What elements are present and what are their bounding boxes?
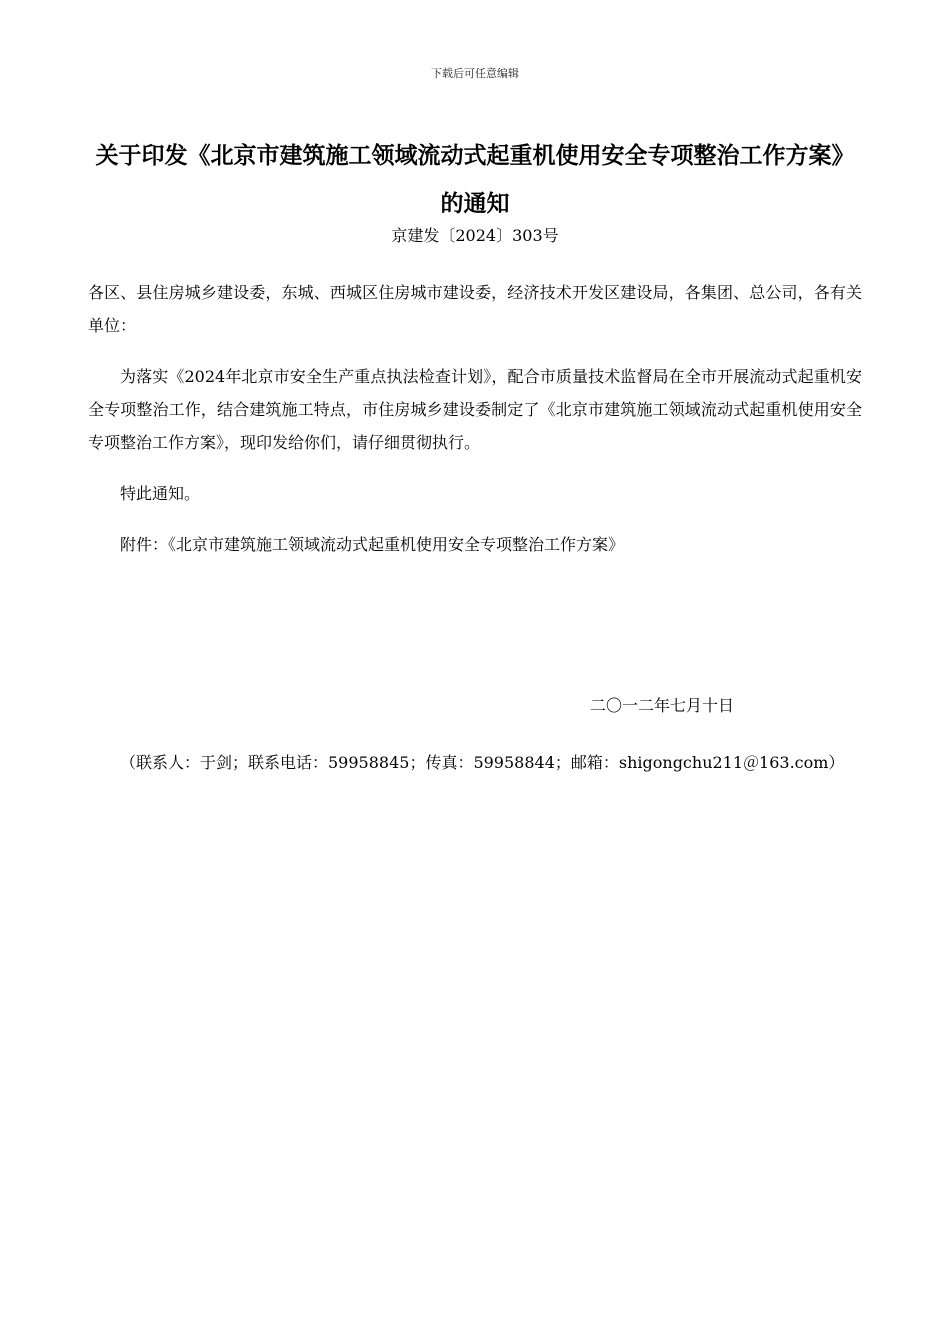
issue-date: 二〇一二年七月十日 bbox=[590, 696, 735, 715]
document-body bbox=[88, 276, 862, 561]
document-title: 关于印发《北京市建筑施工领域流动式起重机使用安全专项整治工作方案》的通知 bbox=[95, 143, 855, 217]
document-number: 京建发〔2024〕303号 bbox=[391, 226, 559, 245]
closing-line: 特此通知。 bbox=[120, 484, 201, 503]
contact-info: （联系人：于剑；联系电话：59958845；传真：59958844；邮箱：shigongchu211＠163.com） bbox=[120, 753, 845, 772]
salutation: 各区、县住房城乡建设委，东城、西城区住房城市建设委，经济技术开发区建设局，各集团、总公司，各有关单位： bbox=[88, 283, 862, 335]
header-note: 下载后可任意编辑 bbox=[431, 67, 519, 80]
attachment-line: 附件：《北京市建筑施工领域流动式起重机使用安全专项整治工作方案》 bbox=[120, 535, 625, 554]
body-paragraph: 为落实《2024年北京市安全生产重点执法检查计划》，配合市质量技术监督局在全市开展流动式起重机安全专项整治工作，结合建筑施工特点，市住房城乡建设委制定了《北京市建筑施工领域流动式起重机使用安全专项整治工作方案》，现印发给你们，请仔细贯彻执行。 bbox=[88, 367, 862, 452]
